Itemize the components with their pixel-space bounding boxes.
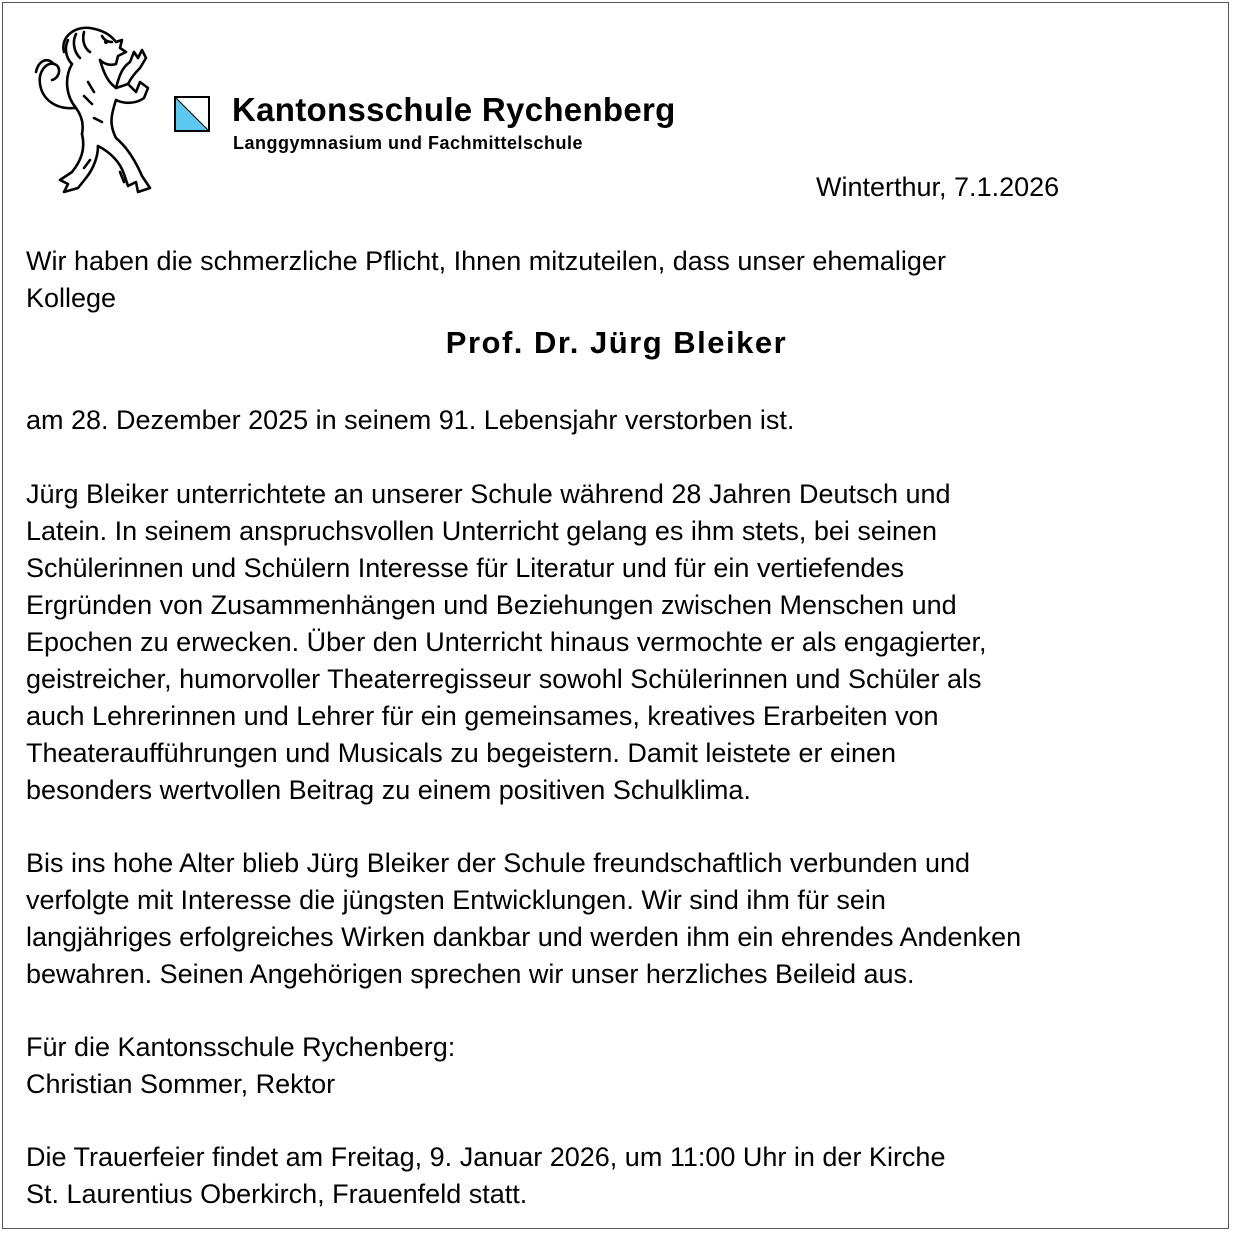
signature-line: Für die Kantonsschule Rychenberg: (26, 1032, 456, 1062)
funeral-line: Die Trauerfeier findet am Freitag, 9. Januar 2026, um 11:00 Uhr in der Kirche (26, 1142, 946, 1172)
paragraph-tribute (26, 845, 1021, 993)
paragraph-line: Epochen zu erwecken. Über den Unterricht hinaus vermochte er als engagierter, (26, 627, 987, 657)
paragraph-career (26, 476, 987, 809)
canton-flag-icon (174, 96, 210, 132)
paragraph-line: geistreicher, humorvoller Theaterregisseur sowohl Schülerinnen und Schüler als (26, 664, 982, 694)
paragraph-line: Jürg Bleiker unterrichtete an unserer Schule während 28 Jahren Deutsch und (26, 479, 951, 509)
intro-line: Wir haben die schmerzliche Pflicht, Ihnen mitzuteilen, dass unser ehemaliger (26, 246, 946, 276)
paragraph-line: langjähriges erfolgreiches Wirken dankbar und werden ihm ein ehrendes Andenken (26, 922, 1022, 952)
paragraph-line: Bis ins hohe Alter blieb Jürg Bleiker der Schule freundschaftlich verbunden und (26, 848, 971, 878)
paragraph-line: besonders wertvollen Beitrag zu einem positiven Schulklima. (26, 775, 751, 805)
signature-line: Christian Sommer, Rektor (26, 1069, 336, 1099)
funeral-info (26, 1139, 945, 1213)
paragraph-line: Theateraufführungen und Musicals zu begeistern. Damit leistete er einen (26, 738, 897, 768)
death-line: am 28. Dezember 2025 in seinem 91. Lebensjahr verstorben ist. (26, 405, 795, 435)
dateline: Winterthur, 7.1.2026 (816, 172, 1060, 202)
school-name: Kantonsschule Rychenberg (232, 91, 676, 128)
school-subtitle: Langgymnasium und Fachmittelschule (233, 133, 584, 153)
intro-text (26, 243, 946, 317)
funeral-line: St. Laurentius Oberkirch, Frauenfeld statt. (26, 1179, 528, 1209)
intro-line: Kollege (26, 283, 117, 313)
deceased-name-text: Prof. Dr. Jürg Bleiker (445, 325, 788, 360)
paragraph-line: bewahren. Seinen Angehörigen sprechen wir unser herzliches Beileid aus. (26, 959, 915, 989)
signature (26, 1029, 455, 1103)
lion-logo-icon (24, 22, 162, 202)
paragraph-line: Schülerinnen und Schülern Interesse für Literatur und für ein vertiefendes (26, 553, 905, 583)
paragraph-line: verfolgte mit Interesse die jüngsten Entwicklungen. Wir sind ihm für sein (26, 885, 886, 915)
paragraph-line: Ergründen von Zusammenhängen und Beziehungen zwischen Menschen und (26, 590, 957, 620)
deceased-name (0, 323, 1233, 363)
paragraph-line: Latein. In seinem anspruchsvollen Unterricht gelang es ihm stets, bei seinen (26, 516, 937, 546)
paragraph-line: auch Lehrerinnen und Lehrer für ein gemeinsames, kreatives Erarbeiten von (26, 701, 939, 731)
